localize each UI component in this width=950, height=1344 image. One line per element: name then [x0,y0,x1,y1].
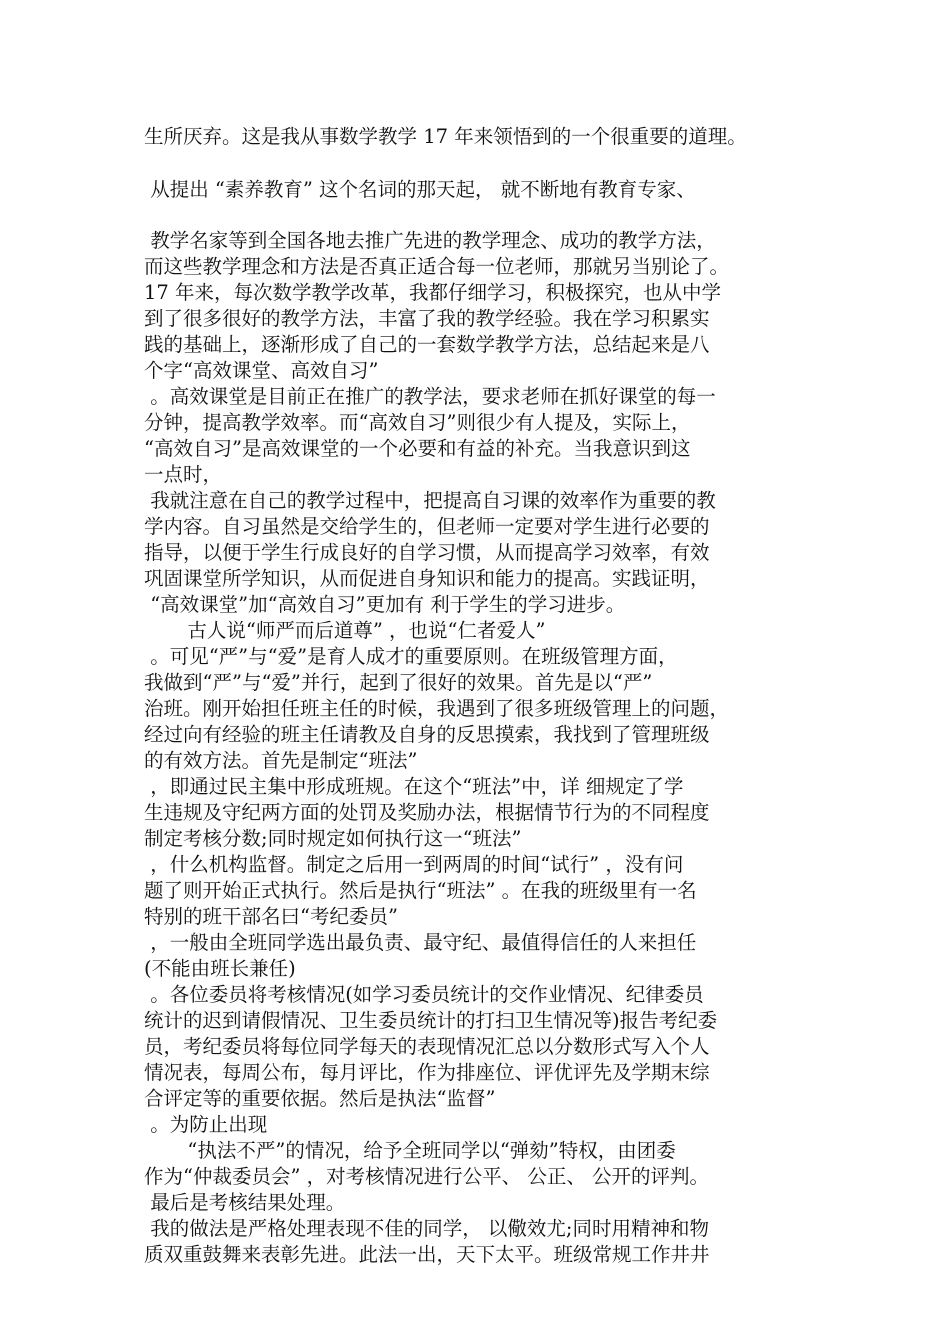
text-line: 个字“高效课堂、高效自习” [144,359,379,382]
text-line: 经过向有经验的班主任请教及自身的反思摸索，我找到了管理班级 [144,723,710,746]
text-line: 分钟，提高教学效率。而“高效自习”则很少有人提及，实际上， [144,411,691,434]
text-line: 作为“仲裁委员会” ，对考核情况进行公平、 公正、 公开的评判。 [144,1165,710,1188]
text-line: ，什么机构监督。制定之后用一到两周的时间“试行” ，没有问 [144,853,684,876]
text-line: 教学名家等到全国各地去推广先进的教学理念、成功的教学方法， [144,229,716,252]
text-line: 题了则开始正式执行。然后是执行“班法” 。在我的班级里有一名 [144,879,697,902]
text-line: 而这些教学理念和方法是否真正适合每一位老师，那就另当别论了。 [144,255,730,278]
text-line: “高效自习”是高效课堂的一个必要和有益的补充。当我意识到这 [144,437,691,460]
text-line: ，即通过民主集中形成班规。在这个“班法”中，详 细规定了学 [144,775,684,798]
text-line: 。为防止出现 [144,1113,268,1136]
text-line: 的有效方法。首先是制定“班法” [144,749,418,772]
text-line: 从提出 “素养教育” 这个名词的那天起， 就不断地有教育专家、 [144,178,696,201]
text-line: 生所厌弃。这是我从事数学教学 17 年来领悟到的一个很重要的道理。 [144,125,747,148]
text-line: 指导，以便于学生行成良好的自学习惯，从而提高学习效率，有效 [144,541,710,564]
text-line: 统计的迟到请假情况、卫生委员统计的打扫卫生情况等)报告考纪委 [144,1009,718,1032]
text-line: 情况表，每周公布，每月评比，作为排座位、评优评先及学期末综 [144,1061,710,1084]
text-line: 巩固课堂所学知识，从而促进自身知识和能力的提高。实践证明， [144,567,710,590]
text-line: 到了很多很好的教学方法，丰富了我的教学经验。我在学习积累实 [144,307,710,330]
text-line: “高效课堂”加“高效自习”更加有 利于学生的学习进步。 [144,593,626,616]
text-line: 制定考核分数;同时规定如何执行这一“班法” [144,827,522,850]
text-line: “执法不严”的情况，给予全班同学以“弹劾”特权，由团委 [144,1139,676,1162]
text-line: 质双重鼓舞来表彰先进。此法一出，天下太平。班级常规工作井井 [144,1243,710,1266]
text-line: 。各位委员将考核情况(如学习委员统计的交作业情况、纪律委员 [144,983,704,1006]
text-line: ，一般由全班同学选出最负责、最守纪、最值得信任的人来担任 [144,931,697,954]
text-line: (不能由班长兼任) [144,957,296,980]
text-line: 我做到“严”与“爱”并行，起到了很好的效果。首先是以“严” [144,671,653,694]
text-line: 我的做法是严格处理表现不佳的同学， 以儆效尤;同时用精神和物 [144,1217,709,1240]
text-line: 古人说“师严而后道尊” ，也说“仁者爱人” [144,619,546,642]
text-line: 合评定等的重要依据。然后是执法“监督” [144,1087,496,1110]
text-line: 治班。刚开始担任班主任的时候，我遇到了很多班级管理上的问题， [144,697,730,720]
text-line: 我就注意在自己的教学过程中，把提高自习课的效率作为重要的教 [144,489,716,512]
text-line: 员，考纪委员将每位同学每天的表现情况汇总以分数形式写入个人 [144,1035,710,1058]
text-line: 17 年来，每次数学教学改革，我都仔细学习，积极探究，也从中学 [144,281,722,304]
text-line: 。高效课堂是目前正在推广的教学法，要求老师在抓好课堂的每一 [144,385,716,408]
text-line: 最后是考核结果处理。 [144,1191,346,1214]
text-line: 特别的班干部名曰“考纪委员” [144,905,398,928]
text-line: 。可见“严”与“爱”是育人成才的重要原则。在班级管理方面， [144,645,678,668]
text-line: 学内容。自习虽然是交给学生的，但老师一定要对学生进行必要的 [144,515,710,538]
text-line: 一点时， [144,463,223,486]
text-line: 践的基础上，逐渐形成了自己的一套数学教学方法，总结起来是八 [144,333,710,356]
text-line: 生违规及守纪两方面的处罚及奖励办法，根据情节行为的不同程度 [144,801,710,824]
